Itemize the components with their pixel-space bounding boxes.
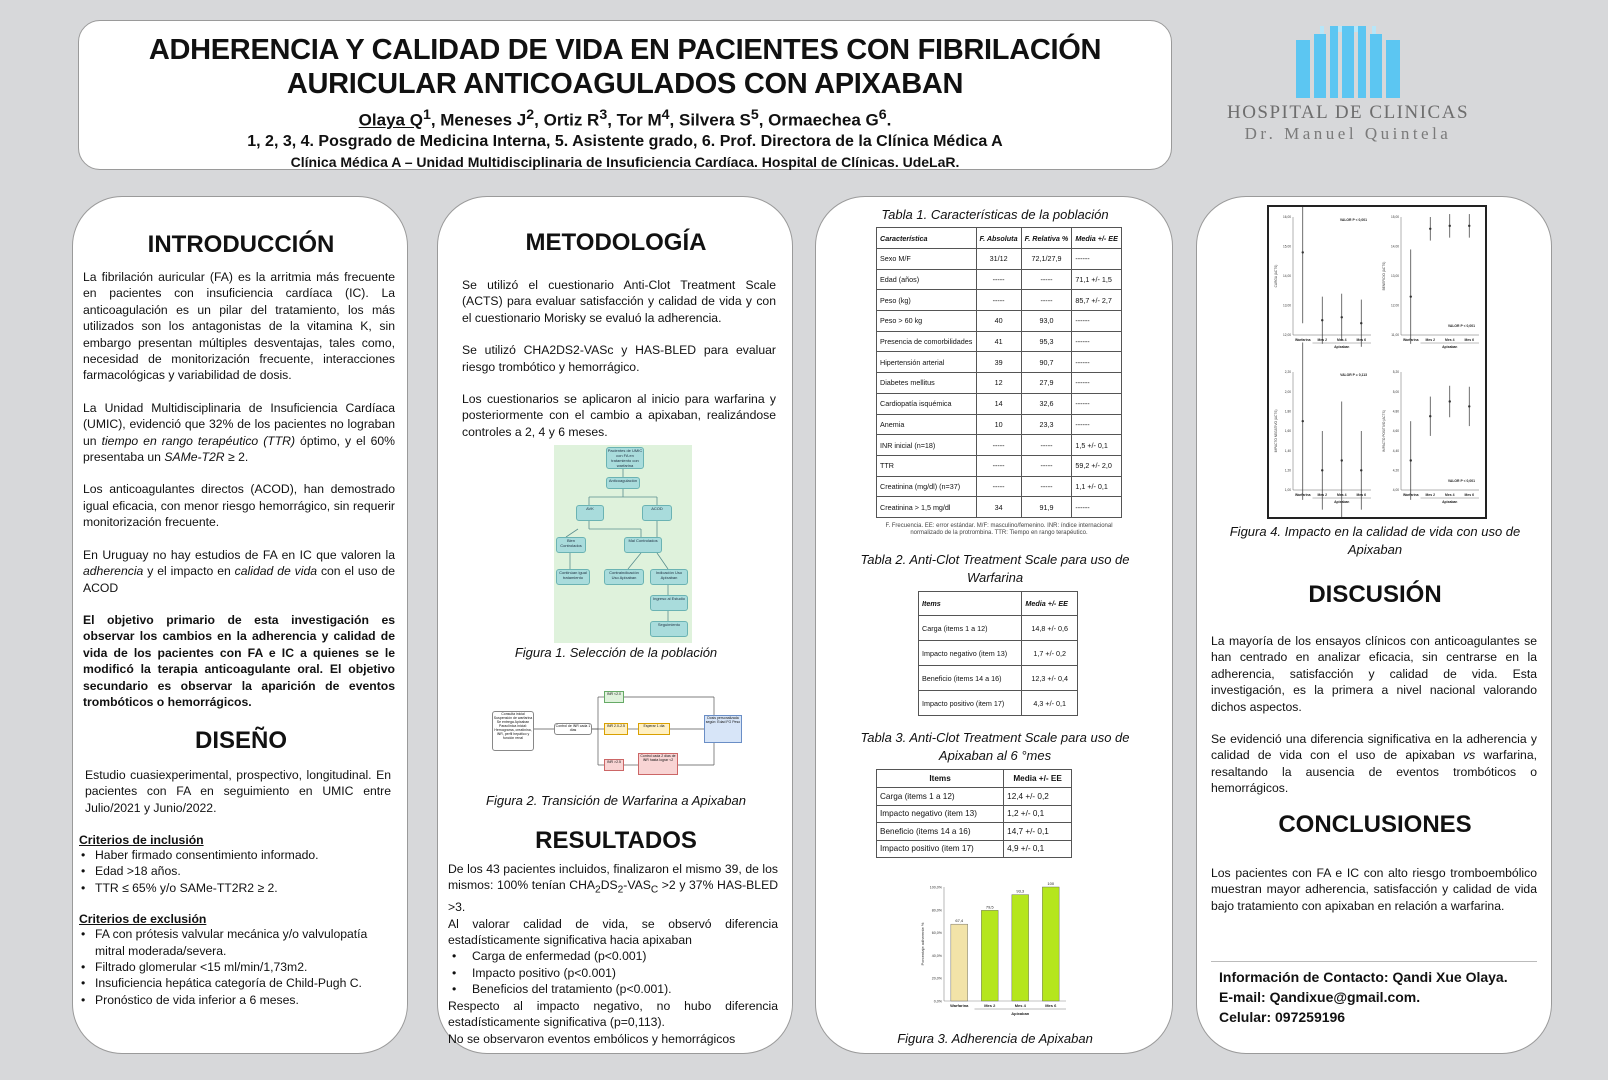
mean-point bbox=[1341, 459, 1343, 461]
table-cell: INR inicial (n=18) bbox=[877, 435, 977, 456]
table-row bbox=[877, 476, 1122, 497]
figure-3-caption: Figura 3. Adherencia de Apixaban bbox=[897, 1031, 1093, 1046]
flow-box: Mal Controlados bbox=[624, 537, 662, 553]
poster-header bbox=[78, 20, 1172, 170]
affiliations: 1, 2, 3, 4. Posgrado de Medicina Interna, 5. Asistente grado, 6. Prof. Directora de la Clínica Médica A bbox=[247, 132, 1003, 150]
section-title-resultados: RESULTADOS bbox=[535, 827, 697, 854]
mean-point bbox=[1302, 251, 1304, 253]
results-bullets: • Carga de enfermedad (p<0.001) • Impacto positivo (p<0.001) • Beneficios del tratamiento (p<0.001). bbox=[450, 948, 778, 997]
x-tick-label: Warfarina bbox=[1402, 338, 1419, 342]
y-axis-label: BENEFICIO (ACTS) bbox=[1382, 261, 1386, 291]
table-row bbox=[877, 788, 1072, 806]
y-tick-label: 15,00 bbox=[1283, 244, 1291, 249]
column-methods-results bbox=[437, 196, 793, 1054]
table-row bbox=[877, 269, 1122, 290]
table-cell: Hipertensión arterial bbox=[877, 352, 977, 373]
y-tick-label: 11,00 bbox=[1391, 333, 1399, 338]
y-tick-label: 1,40 bbox=[1284, 448, 1291, 453]
table-cell: Presencia de comorbilidades bbox=[877, 331, 977, 352]
table-1 bbox=[876, 227, 1122, 518]
flow-box: Esperar 1 día bbox=[638, 723, 670, 735]
table-cell: Sexo M/F bbox=[877, 249, 977, 270]
inclusion-list: • Haber firmado consentimiento informado. • Edad >18 años. • TTR ≤ 65% y/o SAMe-TT2R2 ≥ 2. bbox=[79, 847, 395, 896]
x-tick-label: Warfarina bbox=[1402, 493, 1419, 497]
table-cell: Beneficio (items 14 a 16) bbox=[919, 666, 1022, 691]
table-row bbox=[877, 352, 1122, 373]
y-tick-label: 1,00 bbox=[1284, 488, 1291, 493]
mean-point bbox=[1429, 415, 1431, 417]
table-cell: Anemia bbox=[877, 414, 977, 435]
mean-point bbox=[1449, 225, 1451, 227]
y-tick-label: 13,00 bbox=[1283, 303, 1291, 308]
inclusion-title: Criterios de inclusión bbox=[79, 833, 204, 847]
y-tick-label: 60,0% bbox=[931, 931, 942, 936]
y-axis-label: Porcentaje adherente % bbox=[920, 922, 925, 966]
table-cell: 1,2 +/- 0,1 bbox=[1004, 805, 1072, 823]
table-cell: 1,5 +/- 0,1 bbox=[1072, 435, 1122, 456]
table-cell: 85,7 +/- 2,7 bbox=[1072, 290, 1122, 311]
contact-info bbox=[1219, 967, 1549, 1027]
x-tick-label: Mes 4 bbox=[1337, 493, 1347, 497]
x-tick-label: Mes 2 bbox=[1317, 338, 1327, 342]
column-intro-design bbox=[72, 196, 408, 1054]
table-row bbox=[919, 691, 1078, 716]
exclusion-list: • FA con prótesis valvular mecánica y/o valvulopatía mitral moderada/severa. • Filtrado glomerular <15 ml/min/1,73m2. • Insuficiencia hepática categoría de Child-Pugh C. • Pronóstico de vida inferior a 6 meses. bbox=[79, 926, 395, 1008]
table-cell: 14,7 +/- 0,1 bbox=[1004, 823, 1072, 841]
y-tick-label: 13,00 bbox=[1391, 274, 1399, 279]
flow-box: AVK bbox=[576, 505, 604, 521]
table-cell: 4,9 +/- 0,1 bbox=[1004, 840, 1072, 858]
y-axis-label: CARGA (ACTS) bbox=[1274, 264, 1278, 288]
table-row bbox=[877, 414, 1122, 435]
section-title-conclusiones: CONCLUSIONES bbox=[1278, 811, 1472, 838]
mean-point bbox=[1410, 459, 1412, 461]
table-row bbox=[919, 666, 1078, 691]
y-tick-label: 2,20 bbox=[1284, 370, 1291, 375]
table-cell: 71,1 +/- 1,5 bbox=[1072, 269, 1122, 290]
table-cell: ------ bbox=[1072, 249, 1122, 270]
table-cell: ----- bbox=[1021, 455, 1072, 476]
table-cell: ----- bbox=[976, 269, 1021, 290]
table-cell: Impacto positivo (item 17) bbox=[919, 691, 1022, 716]
flow-box: Bien Controlados bbox=[556, 537, 586, 553]
x-axis-label: Apixaban bbox=[1334, 500, 1350, 504]
column-discussion bbox=[1196, 196, 1552, 1054]
contact-name: Información de Contacto: Qandi Xue Olaya. bbox=[1219, 969, 1508, 985]
contact-email[interactable]: E-mail: Qandixue@gmail.com. bbox=[1219, 989, 1421, 1005]
y-tick-label: 12,00 bbox=[1391, 303, 1399, 308]
table-cell: ------ bbox=[1072, 373, 1122, 394]
figure-2-flowchart bbox=[492, 687, 742, 783]
x-tick-label: Mes 4 bbox=[1445, 493, 1455, 497]
flow-box: Ingreso al Estudio bbox=[650, 595, 688, 611]
x-tick-label: Warfarina bbox=[1294, 338, 1311, 342]
table-cell: Impacto positivo (item 17) bbox=[877, 840, 1004, 858]
x-tick-label: Mes 2 bbox=[1425, 338, 1435, 342]
table-cell: 12,3 +/- 0,4 bbox=[1022, 666, 1078, 691]
x-axis-label: Apixaban bbox=[1011, 1011, 1030, 1016]
section-title-discusion: DISCUSIÓN bbox=[1308, 581, 1442, 608]
table-3-title: Tabla 3. Anti-Clot Treatment Scale para uso de Apixaban al 6 °mes bbox=[860, 730, 1130, 763]
y-tick-label: 14,00 bbox=[1391, 244, 1399, 249]
flow-box: Dosis personalizada según: Edad FG Peso bbox=[704, 715, 742, 743]
poster-title: ADHERENCIA Y CALIDAD DE VIDA EN PACIENTES CON FIBRILACIÓN AURICULAR ANTICOAGULADOS CON APIXABAN bbox=[148, 34, 1102, 100]
table-cell: ----- bbox=[1021, 476, 1072, 497]
x-tick-label: Mes 2 bbox=[1317, 493, 1327, 497]
discussion-body: La mayoría de los ensayos clínicos con anticoagulantes se han centrado en analizar eficacia, sin centrarse en la adherencia, satisfacción y calidad de vida. Esta investigación, es la primera a nivel nacional valorando dichos aspectos. Se evidenció una diferencia significativa en la adherencia y calidad de vida con el uso de apixaban vs warfarina, resaltando la ausencia de eventos trombóticos o hemorrágicos. bbox=[1211, 634, 1537, 796]
table-cell: Impacto negativo (item 13) bbox=[877, 805, 1004, 823]
x-axis-label: Apixaban bbox=[1442, 345, 1458, 349]
y-tick-label: 0,0% bbox=[933, 999, 942, 1004]
table-cell: 12,4 +/- 0,2 bbox=[1004, 788, 1072, 806]
mean-point bbox=[1321, 469, 1323, 471]
flow-box: INR >2.5 bbox=[604, 759, 624, 771]
data-label: 93,3 bbox=[1016, 888, 1025, 894]
conclusions-body: Los pacientes con FA e IC con alto riesgo tromboembólico muestran mayor adherencia, satisfacción y calidad de vida bajo tratamiento con apixaban en relación a warfarina. bbox=[1211, 866, 1537, 913]
intro-p2: La Unidad Multidisciplinaria de Insuficiencia Cardíaca (UMIC), evidenció que 32% de los pacientes no lograban un tiempo en rango terapéutico (TTR) óptimo, y el 60% presentaba un SAMe-T2R ≥ 2. bbox=[83, 400, 396, 465]
y-tick-label: 14,00 bbox=[1283, 274, 1291, 279]
y-tick-label: 1,20 bbox=[1284, 468, 1291, 473]
table-cell: Peso > 60 kg bbox=[877, 311, 977, 332]
mean-point bbox=[1429, 228, 1431, 230]
x-tick-label: Mes 6 bbox=[1464, 493, 1474, 497]
table-cell: 32,6 bbox=[1021, 393, 1072, 414]
flow-box: Pacientes de UMIC con FA en tratamiento con warfarina bbox=[607, 448, 643, 468]
table-cell: ----- bbox=[1021, 269, 1072, 290]
y-tick-label: 4,20 bbox=[1392, 468, 1399, 473]
table-row bbox=[877, 805, 1072, 823]
table-cell: Carga (items 1 a 12) bbox=[877, 788, 1004, 806]
table-cell: ----- bbox=[1021, 435, 1072, 456]
table-cell: 12 bbox=[976, 373, 1021, 394]
y-tick-label: 12,00 bbox=[1283, 333, 1291, 338]
exclusion-title: Criterios de exclusión bbox=[79, 912, 207, 927]
results-body: De los 43 pacientes incluidos, finalizaron el mismo 39, de los mismos: 100% tenían $CHA_2DS_2-VAS_C >2$ y 37% HAS-BLED >3. Al valorar calidad de vida, se observó diferencia estadísticamente significativa hacia apixaban • Carga de enfermedad (p<0.001) • Impacto positivo (p<0.001) • Beneficios del tratamiento (p<0.001). Respecto al impacto negativo, no hubo diferencia estadísticamente significativa (p=0,113). No se observaron eventos embólicos y hemorrágicos bbox=[448, 861, 778, 1047]
contact-phone: Celular: 097259196 bbox=[1219, 1009, 1346, 1025]
table-cell: Creatinina (mg/dl) (n=37) bbox=[877, 476, 977, 497]
table-row bbox=[877, 435, 1122, 456]
institution: Clínica Médica A – Unidad Multidisciplinaria de Insuficiencia Cardíaca. Hospital de Clínicas. UdeLaR. bbox=[290, 153, 960, 170]
flow-box: INR <2.0 bbox=[604, 691, 624, 703]
table-row bbox=[877, 331, 1122, 352]
table-row bbox=[877, 290, 1122, 311]
table-cell: 72,1/27,9 bbox=[1021, 249, 1072, 270]
hospital-logo: HOSPITAL DE CLINICAS Dr. Manuel Quintela bbox=[1198, 26, 1498, 146]
table-cell: 4,3 +/- 0,1 bbox=[1022, 691, 1078, 716]
table-row bbox=[877, 455, 1122, 476]
table-2-title: Tabla 2. Anti-Clot Treatment Scale para uso de Warfarina bbox=[860, 552, 1130, 585]
x-tick-label: Warfarina bbox=[1294, 493, 1311, 497]
mean-point bbox=[1341, 316, 1343, 318]
bar bbox=[1012, 895, 1029, 1001]
table-row bbox=[877, 311, 1122, 332]
intro-body: La fibrilación auricular (FA) es la arritmia más frecuente en pacientes con insuficiencia cardíaca (IC). La anticoagulación es un pilar del tratamiento, los más utilizados son los antagonistas de la vitamina K, sin embargo presentan múltiples desventajas, tales como, necesidad de monitorización frecuente, interacciones farmacológicas y variabilidad de dosis. La Unidad Multidisciplinaria de Insuficiencia Cardíaca (UMIC), evidenció que 32% de los pacientes no lograban un tiempo en rango terapéutico (TTR) óptimo, y el 60% presentaba un SAMe-T2R ≥ 2. Los anticoagulantes directos (ACOD), han demostrado igual eficacia, con menor riesgo hemorrágico, sin requerir monitorización frecuente. En Uruguay no hay estudios de FA en IC que valoren la adherencia y el impacto en calidad de vida con el uso de ACOD El objetivo primario de esta investigación es observar los cambios en la adherencia y calidad de vida de los pacientes con FA e IC a quienes se le modificó la terapia anticoagulante oral. El objetivo secundario es observar la aparición de eventos trombóticos o hemorrágicos. bbox=[83, 270, 396, 709]
table-header-row: Característica F. Absoluta F. Relativa % Media +/- EE bbox=[877, 228, 1122, 249]
table-cell: Edad (años) bbox=[877, 269, 977, 290]
table-cell: 23,3 bbox=[1021, 414, 1072, 435]
p-value-label: VALOR P < 0,001 bbox=[1339, 218, 1367, 222]
x-tick-label: Mes 6 bbox=[1464, 338, 1474, 342]
design-body: Estudio cuasiexperimental, prospectivo, longitudinal. En pacientes con FA en seguimiento en UMIC entre Julio/2021 y Junio/2022. bbox=[85, 768, 391, 815]
p-value-label: VALOR P < 0,001 bbox=[1447, 324, 1475, 328]
bar bbox=[981, 910, 998, 1001]
y-tick-label: 4,80 bbox=[1392, 409, 1399, 414]
table-3: Items Media +/- EE Carga (items 1 a 12) 12,4 +/- 0,2 Impacto negativo (item 13) 1,2 +/- 0,1 Beneficio (items 14 a 16) 14,7 +/- 0,1 Impacto positivo (item 17) 4,9 +/- 0,1 bbox=[876, 769, 1072, 858]
y-axis-label: IMPACTO NEGATIVO (ACTS) bbox=[1274, 409, 1278, 453]
y-axis-label: IMPACTO POSITIVO (ACTS) bbox=[1382, 410, 1386, 452]
data-label: 79,5 bbox=[985, 904, 994, 910]
x-tick-label: Mes 2 bbox=[984, 1003, 996, 1008]
y-tick-label: 5,20 bbox=[1392, 370, 1399, 375]
x-axis-label: Apixaban bbox=[1442, 500, 1458, 504]
table-cell: 14 bbox=[976, 393, 1021, 414]
table-1-note: F. Frecuencia. EE: error estándar. M/F: masculino/femenino. INR: índice internacional normalizado de la protrombina. TTR: Tiempo en rango terapéutico. bbox=[885, 523, 1113, 536]
table-row bbox=[877, 393, 1122, 414]
table-cell: Impacto negativo (item 13) bbox=[919, 641, 1022, 666]
x-tick-label: Mes 4 bbox=[1337, 338, 1347, 342]
table-cell: ----- bbox=[976, 476, 1021, 497]
y-tick-label: 80,0% bbox=[931, 908, 942, 913]
mean-point bbox=[1449, 400, 1451, 402]
figure-4-caption: Figura 4. Impacto en la calidad de vida con uso de Apixaban bbox=[1229, 524, 1521, 557]
figure-2-caption: Figura 2. Transición de Warfarina a Apixaban bbox=[486, 793, 746, 808]
figure-4-chart bbox=[1267, 205, 1487, 519]
y-tick-label: 4,40 bbox=[1392, 448, 1399, 453]
x-tick-label: Mes 6 bbox=[1045, 1003, 1057, 1008]
methods-body: Se utilizó el cuestionario Anti-Clot Treatment Scale (ACTS) para evaluar satisfacción y calidad de vida y con el cuestionario Morisky se evaluó la adherencia. Se utilizó CHA2DS2-VASc y HAS-BLED para evaluar riesgo trombótico y hemorrágico. Los cuestionarios se aplicaron al inicio para warfarina y posteriormente con el cambio a apixaban, realizándose controles a 2, 4 y 6 meses. bbox=[462, 278, 776, 439]
table-cell: 10 bbox=[976, 414, 1021, 435]
table-row bbox=[919, 616, 1078, 641]
table-cell: ------ bbox=[1072, 331, 1122, 352]
table-cell: ------ bbox=[1072, 393, 1122, 414]
flow-box: Control cada 2 días de INR hasta lograr <2 bbox=[638, 753, 678, 775]
y-tick-label: 5,00 bbox=[1392, 389, 1399, 394]
results-p1: De los 43 pacientes incluidos, finalizaron el mismo 39, de los mismos: 100% tenían $CHA_2DS_2-VAS_C >2$ y 37% HAS-BLED >3. bbox=[448, 862, 778, 915]
hospital-logo-icon bbox=[1296, 26, 1400, 98]
table-cell: ----- bbox=[976, 290, 1021, 311]
y-tick-label: 1,60 bbox=[1284, 429, 1291, 434]
table-row bbox=[877, 373, 1122, 394]
column-tables bbox=[815, 196, 1173, 1054]
table-cell: Peso (kg) bbox=[877, 290, 977, 311]
table-cell: Cardiopatía isquémica bbox=[877, 393, 977, 414]
y-tick-label: 20,0% bbox=[931, 976, 942, 981]
adherence-bar-chart bbox=[914, 879, 1074, 1021]
flow-box: Seguimiento bbox=[650, 621, 688, 637]
table-cell: ------ bbox=[1072, 311, 1122, 332]
data-label: 67,4 bbox=[955, 918, 964, 924]
flow-box: Anticoagulación bbox=[606, 477, 640, 489]
p-value-label: VALOR P < 0,001 bbox=[1447, 479, 1475, 483]
table-cell: 39 bbox=[976, 352, 1021, 373]
mean-point bbox=[1360, 322, 1362, 324]
table-row bbox=[877, 497, 1122, 518]
mean-point bbox=[1360, 469, 1362, 471]
table-cell: 14,8 +/- 0,6 bbox=[1022, 616, 1078, 641]
data-label: 100 bbox=[1047, 881, 1055, 886]
table-cell: 90,7 bbox=[1021, 352, 1072, 373]
criteria bbox=[79, 833, 395, 1008]
y-tick-label: 16,00 bbox=[1283, 215, 1291, 220]
x-tick-label: Warfarina bbox=[950, 1003, 969, 1008]
table-cell: Beneficio (items 14 a 16) bbox=[877, 823, 1004, 841]
objectives: El objetivo primario de esta investigación es observar los cambios en la adherencia y calidad de vida de los pacientes con FA e IC a quienes se le modificó la terapia anticoagulante oral. El objetivo secundario es observar la aparición de eventos trombóticos o hemorrágicos. bbox=[83, 612, 395, 709]
figure-1-flowchart bbox=[554, 445, 692, 643]
table-cell: Diabetes mellitus bbox=[877, 373, 977, 394]
mean-point bbox=[1321, 319, 1323, 321]
table-row bbox=[919, 641, 1078, 666]
y-tick-label: 4,60 bbox=[1392, 429, 1399, 434]
flow-box: Control de INR cada 1 días bbox=[554, 723, 592, 735]
table-cell: 31/12 bbox=[976, 249, 1021, 270]
y-tick-label: 4,00 bbox=[1392, 488, 1399, 493]
p-value-label: VALOR P = 0,113 bbox=[1340, 373, 1367, 377]
flow-box: INR 2.0-2.5 bbox=[604, 723, 628, 735]
discussion-p2: Se evidenció una diferencia significativa en la adherencia y calidad de vida con el uso de apixaban vs warfarina, resaltando la ausencia de eventos trombóticos o hemorrágicos. bbox=[1211, 732, 1537, 796]
table-cell: 95,3 bbox=[1021, 331, 1072, 352]
table-cell: ------ bbox=[1072, 414, 1122, 435]
section-title-introduccion: INTRODUCCIÓN bbox=[147, 231, 335, 258]
bar bbox=[951, 924, 968, 1001]
table-cell: TTR bbox=[877, 455, 977, 476]
figure-3-chart bbox=[914, 879, 1074, 1021]
flow-box: Consulta inicial Suspensión de warfarina Se entrega Apixaban Paraclínica inicial: Hemograma, creatinina, INR, perfil hepático y función renal bbox=[492, 711, 534, 751]
table-cell: 41 bbox=[976, 331, 1021, 352]
section-title-metodologia: METODOLOGÍA bbox=[525, 229, 707, 256]
bar bbox=[1042, 887, 1059, 1001]
mean-point bbox=[1410, 295, 1412, 297]
y-tick-label: 1,80 bbox=[1284, 409, 1291, 414]
table-cell: 91,9 bbox=[1021, 497, 1072, 518]
table-cell: ------ bbox=[1072, 497, 1122, 518]
author-list: Olaya $Q^1$, Meneses $J^2$, Ortiz $R^3$, Tor $M^4$, Silvera $S^5$, Ormaechea $G^6$. bbox=[358, 107, 892, 130]
y-tick-label: 15,00 bbox=[1391, 215, 1399, 220]
table-cell: Creatinina > 1,5 mg/dl bbox=[877, 497, 977, 518]
figure-1-caption: Figura 1. Selección de la población bbox=[514, 645, 718, 660]
table-cell: 1,7 +/- 0,2 bbox=[1022, 641, 1078, 666]
table-cell: ----- bbox=[976, 455, 1021, 476]
table-cell: 40 bbox=[976, 311, 1021, 332]
table-row bbox=[877, 249, 1122, 270]
y-tick-label: 40,0% bbox=[931, 953, 942, 958]
table-cell: ------ bbox=[1072, 352, 1122, 373]
x-tick-label: Mes 2 bbox=[1425, 493, 1435, 497]
table-row bbox=[877, 840, 1072, 858]
x-tick-label: Mes 4 bbox=[1445, 338, 1455, 342]
x-tick-label: Mes 6 bbox=[1356, 338, 1366, 342]
flow-box: Indicación Uso Apixaban bbox=[650, 569, 688, 585]
flow-box: Contraindicación Uso Apixaban bbox=[604, 569, 644, 585]
section-title-diseno: DISEÑO bbox=[194, 727, 287, 754]
table-cell: 34 bbox=[976, 497, 1021, 518]
table-cell: ----- bbox=[976, 435, 1021, 456]
mean-point bbox=[1468, 405, 1470, 407]
table-cell: ----- bbox=[1021, 290, 1072, 311]
table-row bbox=[877, 823, 1072, 841]
x-tick-label: Mes 6 bbox=[1356, 493, 1366, 497]
x-axis-label: Apixaban bbox=[1334, 345, 1350, 349]
quality-of-life-charts bbox=[1269, 207, 1485, 517]
flow-box: Continúan igual tratamiento bbox=[556, 569, 590, 585]
table-cell: 59,2 +/- 2,0 bbox=[1072, 455, 1122, 476]
table-1-title: Tabla 1. Características de la población bbox=[881, 207, 1109, 222]
table-cell: 1,1 +/- 0,1 bbox=[1072, 476, 1122, 497]
x-tick-label: Mes 4 bbox=[1014, 1003, 1026, 1008]
mean-point bbox=[1302, 420, 1304, 422]
table-cell: Carga (items 1 a 12) bbox=[919, 616, 1022, 641]
table-cell: 93,0 bbox=[1021, 311, 1072, 332]
flow-box: ACOD bbox=[642, 505, 672, 521]
divider bbox=[1211, 961, 1537, 962]
table-cell: 27,9 bbox=[1021, 373, 1072, 394]
mean-point bbox=[1468, 225, 1470, 227]
y-tick-label: 2,00 bbox=[1284, 389, 1291, 394]
y-tick-label: 100,0% bbox=[929, 885, 942, 890]
table-2: Items Media +/- EE Carga (items 1 a 12) 14,8 +/- 0,6 Impacto negativo (item 13) 1,7 +/- 0,2 Beneficio (items 14 a 16) 12,3 +/- 0,4 Impacto positivo (item 17) 4,3 +/- 0,1 bbox=[918, 591, 1078, 716]
intro-p4: En Uruguay no hay estudios de FA en IC que valoren la adherencia y el impacto en calidad de vida con el uso de ACOD bbox=[83, 547, 396, 595]
